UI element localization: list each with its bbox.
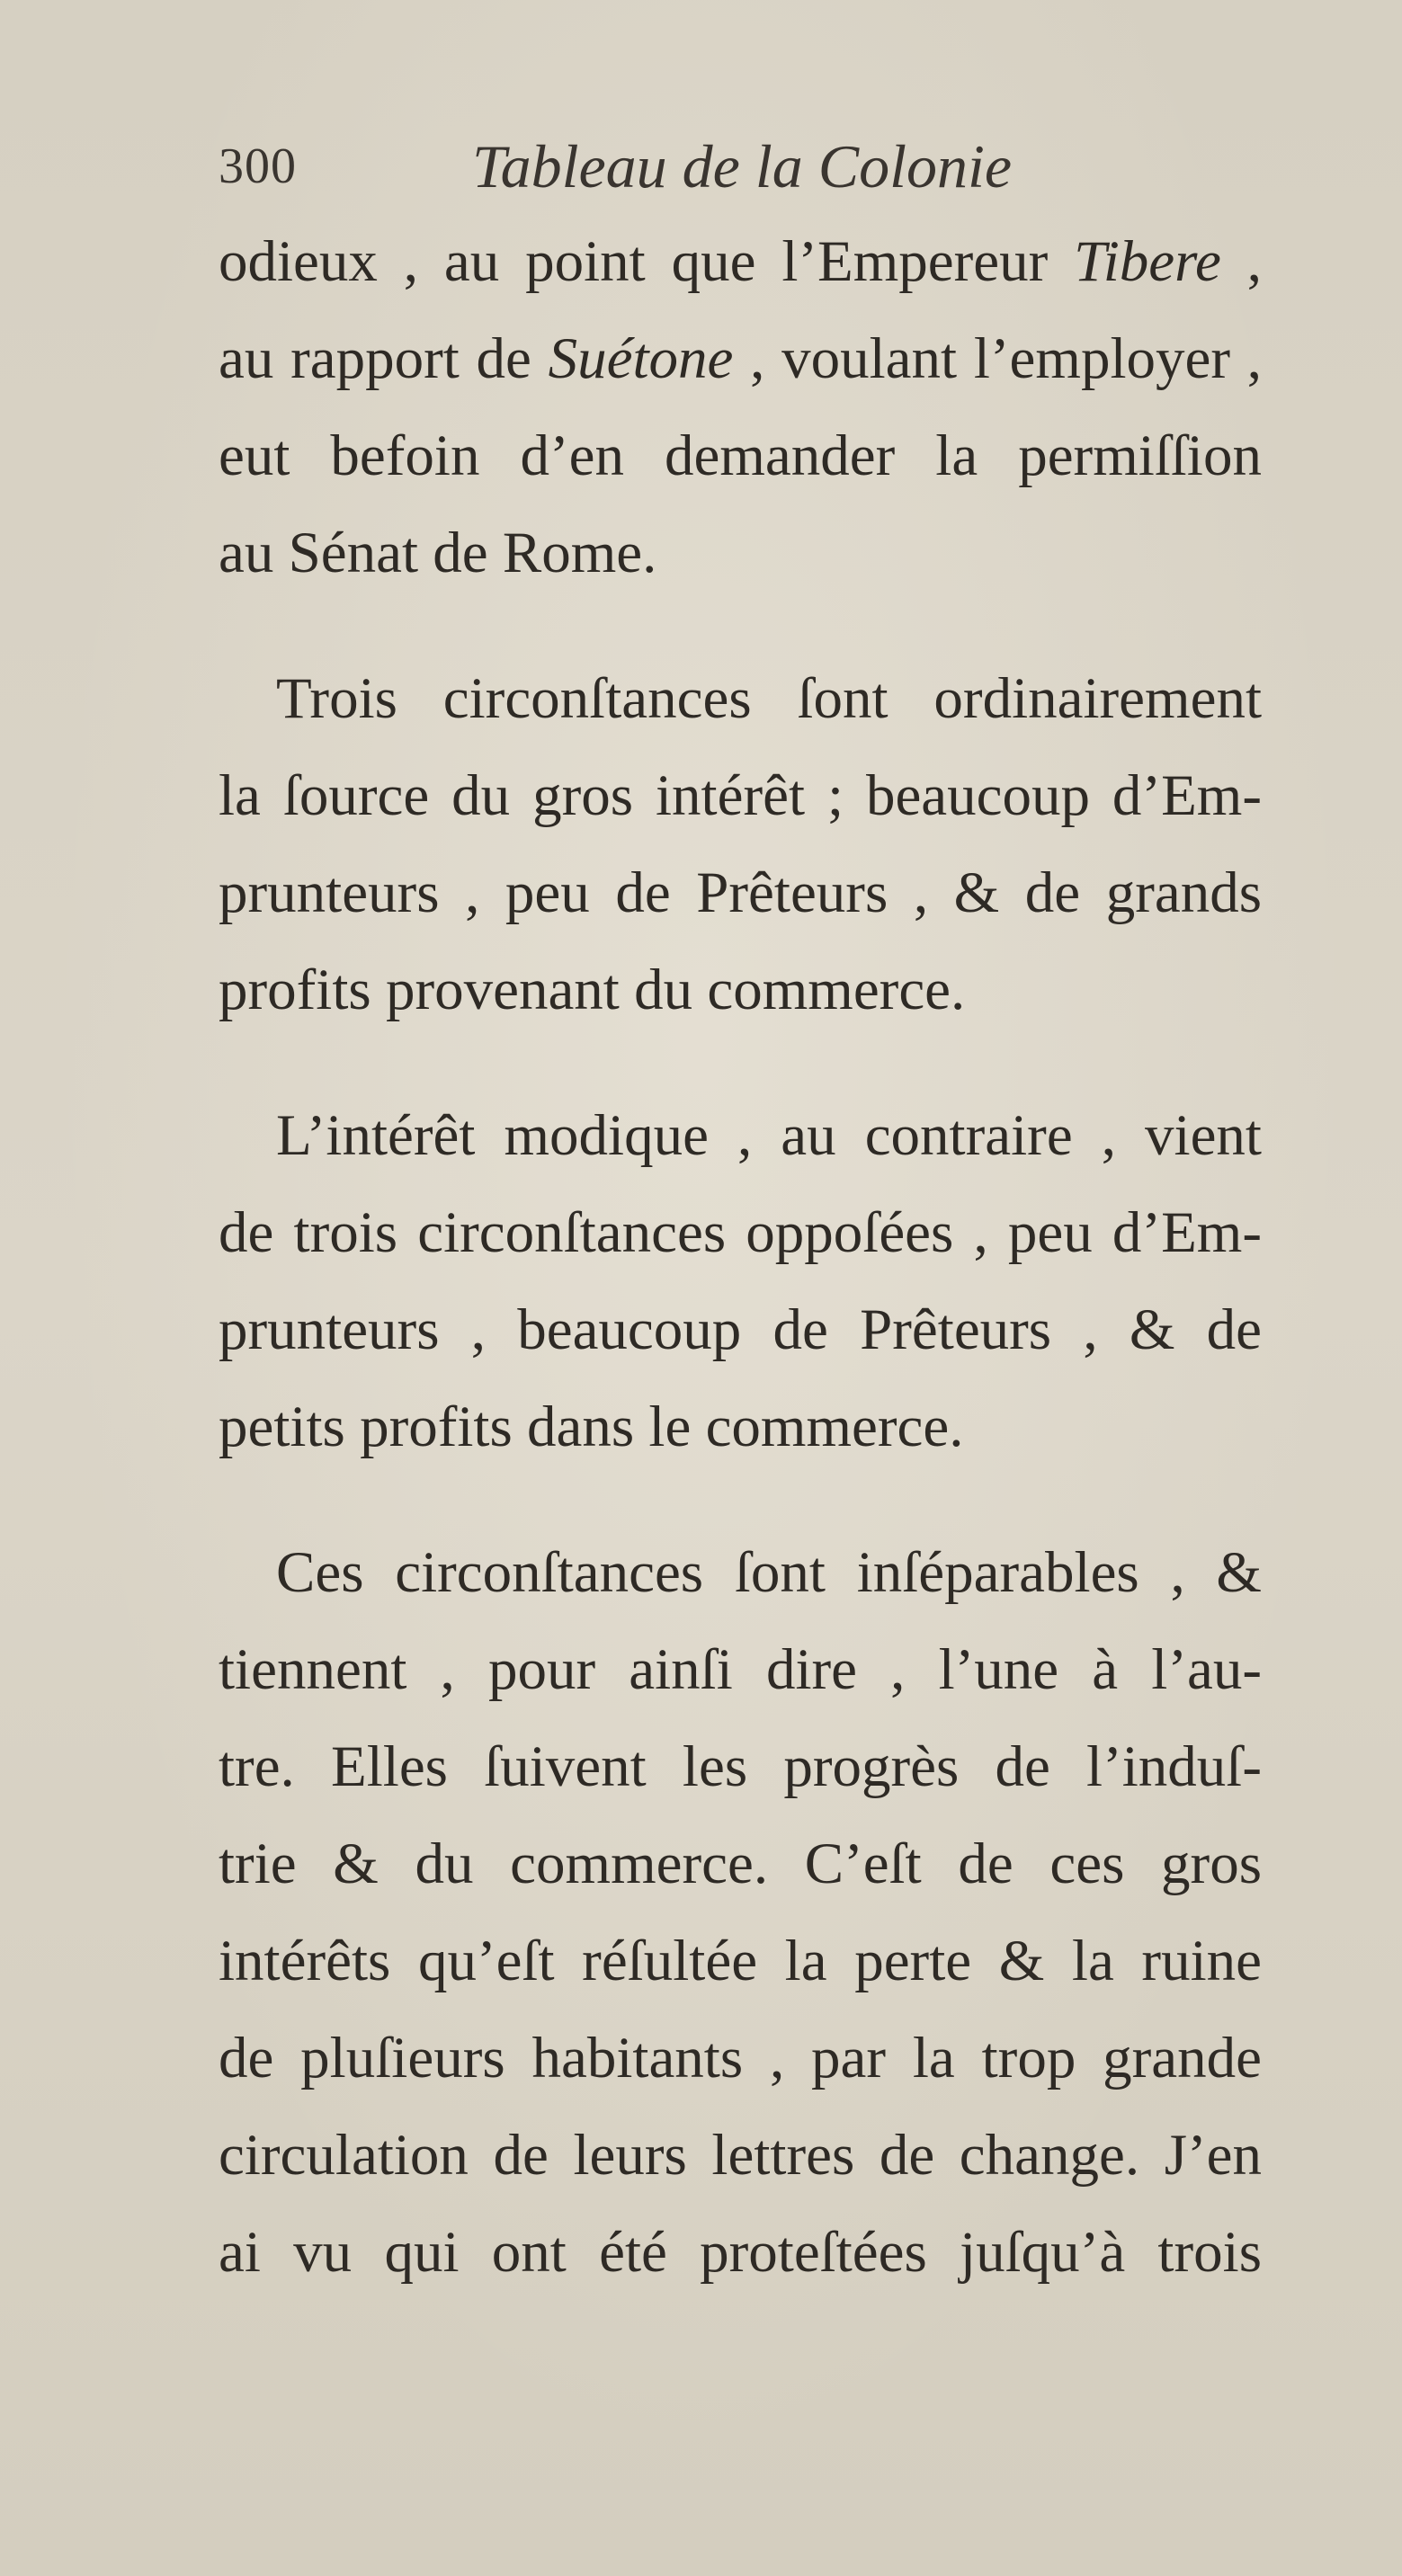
text-line: de pluſieurs habitants , par la trop grande [219,2026,1262,2090]
text-line: tiennent , pour ainſi dire , l’une à l’au- [219,1637,1262,1702]
text-line: intérêts qu’eſt réſultée la perte & la ruine [219,1929,1262,1993]
text-line: circulation de leurs lettres de change. J’en [219,2123,1262,2188]
text-line: ai vu qui ont été proteſtées juſqu’à trois [219,2220,1262,2285]
page-header [219,126,1262,207]
text-line: trie & du commerce. C’eſt de ces gros [219,1832,1262,1896]
text-line: Trois circonſtances ſont ordinairement [276,666,1262,731]
text-line: eut befoin d’en demander la permiſſion [219,423,1262,488]
paragraph-2 [219,650,1262,1038]
text-line: Ces circonſtances ſont inſéparables , & [276,1540,1262,1605]
paragraph-4 [219,1524,1262,2301]
text-line: odieux , au point que l’Empereur Tibere , [219,229,1263,294]
running-title: Tableau de la Colonie [472,132,1013,201]
paragraph-1 [219,213,1262,602]
body-text [219,213,1262,2301]
text-line: prunteurs , peu de Prêteurs , & de grands [219,860,1262,925]
page-number: 300 [219,138,297,194]
text-line: L’intérêt modique , au contraire , vient [276,1103,1262,1168]
text-line: au rapport de Suétone , voulant l’employer , [219,326,1262,391]
text-line: la ſource du gros intérêt ; beaucoup d’Em- [219,763,1262,828]
text-line: prunteurs , beaucoup de Prêteurs , & de [219,1297,1262,1362]
text-line: profits provenant du commerce. [219,958,966,1022]
text-line: tre. Elles ſuivent les progrès de l’induſ- [219,1734,1262,1799]
paragraph-3 [219,1087,1262,1475]
text-line: au Sénat de Rome. [219,521,657,585]
text-line: petits profits dans le commerce. [219,1395,964,1459]
text-line: de trois circonſtances oppoſées , peu d’Em- [219,1200,1262,1265]
